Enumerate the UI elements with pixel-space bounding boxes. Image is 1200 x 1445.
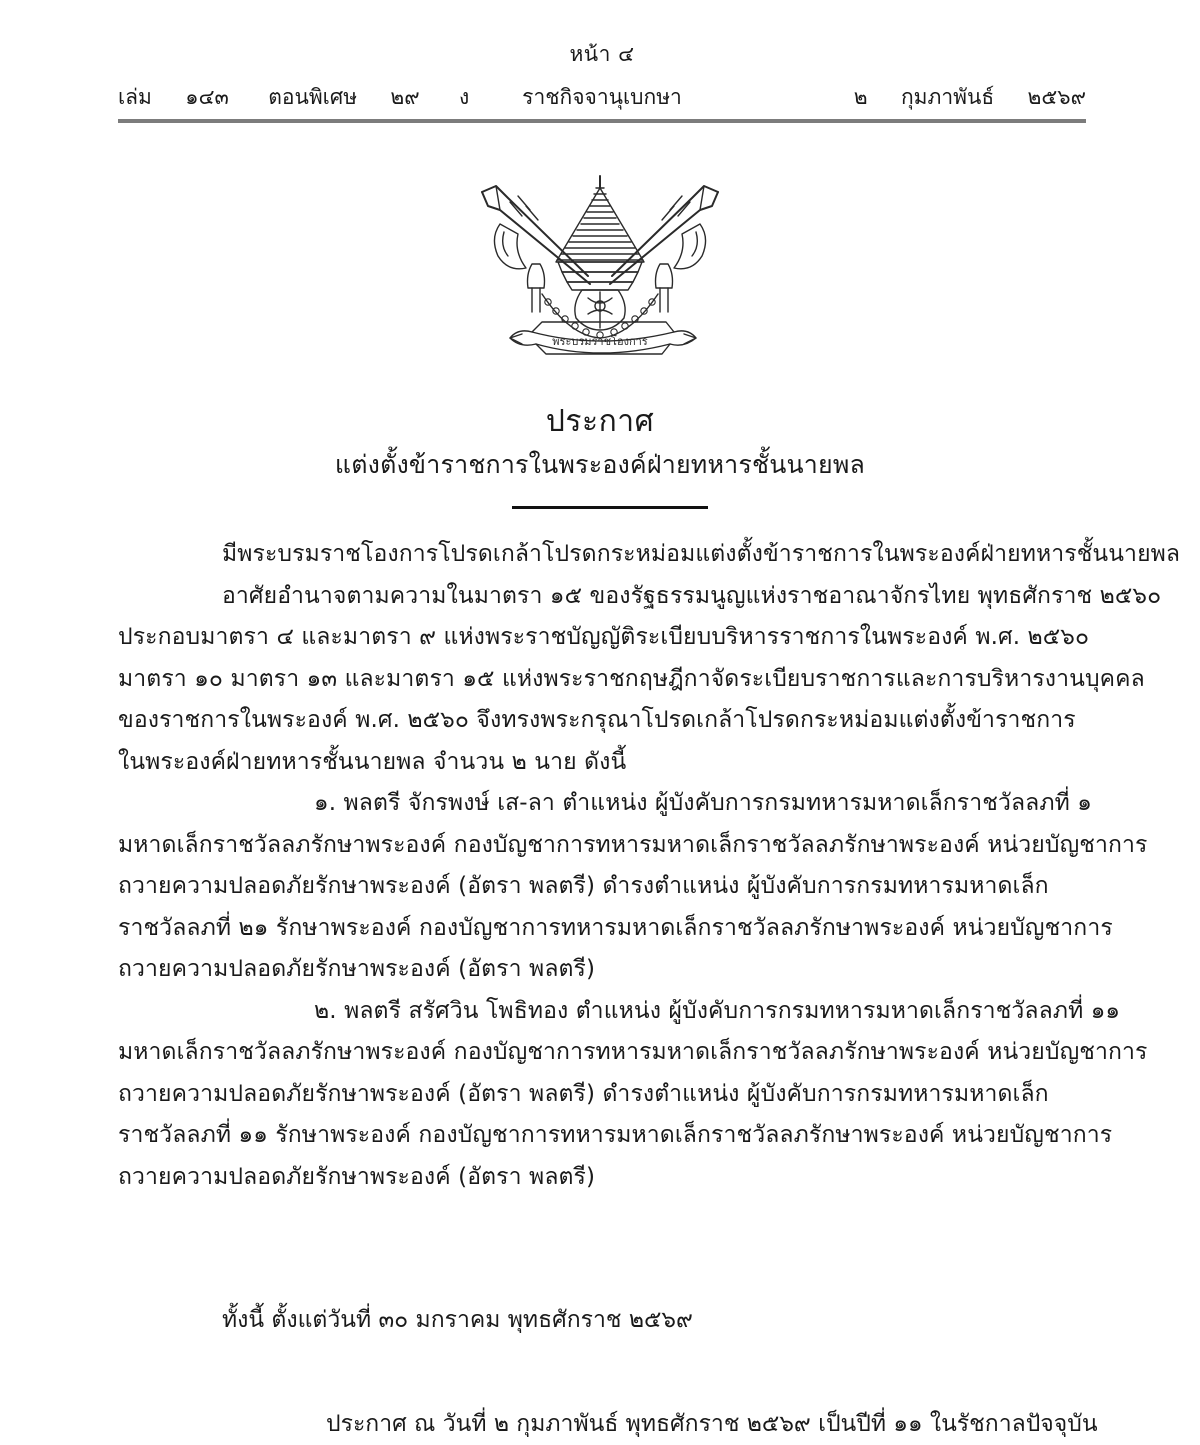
date-day: ๒ [853, 85, 868, 109]
appointment-entry [118, 783, 1148, 991]
masthead-divider [118, 119, 1086, 123]
masthead-volume-group [118, 81, 469, 114]
royal-crest-emblem-icon [470, 172, 730, 372]
entry-line: ๑. พลตรี จักรพงษ์ เส-ลา ตำแหน่ง ผู้บังคับการกรมทหารมหาดเล็กราชวัลลภที่ ๑ [314, 790, 1093, 816]
date-month: กุมภาพันธ์ [900, 85, 995, 109]
masthead-date-group [854, 81, 1086, 114]
entry-line: ถวายความปลอดภัยรักษาพระองค์ (อัตรา พลตรี) [118, 956, 596, 982]
entry-line: ถวายความปลอดภัยรักษาพระองค์ (อัตรา พลตรี) [118, 1163, 596, 1190]
appointment-entry [118, 991, 1148, 1199]
page-title: ประกาศ [545, 404, 655, 439]
preamble-paragraph [118, 534, 1181, 783]
closing-block [118, 1300, 1098, 1445]
masthead-row [118, 81, 1086, 115]
page-number-label: หน้า ๔ [569, 42, 635, 66]
volume-label: เล่ม [118, 85, 152, 109]
entry-line: ถวายความปลอดภัยรักษาพระองค์ (อัตรา พลตรี) ดำรงตำแหน่ง ผู้บังคับการกรมทหารมหาดเล็ก [118, 1080, 1049, 1107]
entry-line: มหาดเล็กราชวัลลภรักษาพระองค์ กองบัญชาการทหารมหาดเล็กราชวัลลภรักษาพระองค์ หน่วยบัญชาการ [118, 831, 1148, 858]
preamble-line: มาตรา ๑๐ มาตรา ๑๓ และมาตรา ๑๕ แห่งพระราชกฤษฎีกาจัดระเบียบราชการและการบริหารงานบุคคล [118, 665, 1145, 692]
entry-line: มหาดเล็กราชวัลลภรักษาพระองค์ กองบัญชาการทหารมหาดเล็กราชวัลลภรักษาพระองค์ หน่วยบัญชาการ [118, 1039, 1148, 1065]
entry-line: ๒. พลตรี สรัศวิน โพธิทอง ตำแหน่ง ผู้บังคับการกรมทหารมหาดเล็กราชวัลลภที่ ๑๑ [314, 997, 1121, 1024]
entry-line: ถวายความปลอดภัยรักษาพระองค์ (อัตรา พลตรี) ดำรงตำแหน่ง ผู้บังคับการกรมทหารมหาดเล็ก [118, 873, 1049, 899]
preamble-line: ในพระองค์ฝ่ายทหารชั้นนายพล จำนวน ๒ นาย ดังนี้ [118, 748, 627, 775]
gazette-name: ราชกิจจานุเบกษา [522, 85, 682, 109]
preamble-line: อาศัยอำนาจตามความในมาตรา ๑๕ ของรัฐธรรมนูญแห่งราชอาณาจักรไทย พุทธศักราช ๒๕๖๐ [222, 582, 1162, 609]
closing-spacer [118, 1342, 1086, 1404]
section-label: ตอนพิเศษ [268, 85, 358, 109]
entry-line: ราชวัลลภที่ ๒๑ รักษาพระองค์ กองบัญชาการทหารมหาดเล็กราชวัลลภรักษาพระองค์ หน่วยบัญชาการ [118, 914, 1113, 941]
section-letter: ง [459, 85, 470, 109]
volume-number: ๑๔๓ [185, 85, 229, 109]
emblem-banner-text: พระบรมราชโองการ [552, 335, 648, 348]
entry-line: ราชวัลลภที่ ๑๑ รักษาพระองค์ กองบัญชาการทหารมหาดเล็กราชวัลลภรักษาพระองค์ หน่วยบัญชาการ [118, 1122, 1113, 1148]
document-body [118, 534, 1181, 1198]
proclamation-date-line: ประกาศ ณ วันที่ ๒ กุมภาพันธ์ พุทธศักราช ๒๕๖๙ เป็นปีที่ ๑๑ ในรัชกาลปัจจุบัน [326, 1410, 1098, 1437]
date-year: ๒๕๖๙ [1027, 85, 1086, 109]
effective-date-line: ทั้งนี้ ตั้งแต่วันที่ ๓๐ มกราคม พุทธศักราช ๒๕๖๙ [222, 1307, 693, 1333]
page-subtitle: แต่งตั้งข้าราชการในพระองค์ฝ่ายทหารชั้นนายพล [334, 450, 866, 479]
masthead [118, 38, 1086, 124]
preamble-line: ของราชการในพระองค์ พ.ศ. ๒๕๖๐ จึงทรงพระกรุณาโปรดเกล้าโปรดกระหม่อมแต่งตั้งข้าราชการ [118, 707, 1076, 733]
section-number: ๒๙ [390, 85, 420, 109]
preamble-line: มีพระบรมราชโองการโปรดเกล้าโปรดกระหม่อมแต่งตั้งข้าราชการในพระองค์ฝ่ายทหารชั้นนายพล [222, 541, 1181, 567]
preamble-line: ประกอบมาตรา ๔ และมาตรา ๙ แห่งพระราชบัญญัติระเบียบบริหารราชการในพระองค์ พ.ศ. ๒๕๖๐ [118, 624, 1090, 650]
title-block [0, 400, 1200, 486]
title-divider [512, 506, 708, 509]
